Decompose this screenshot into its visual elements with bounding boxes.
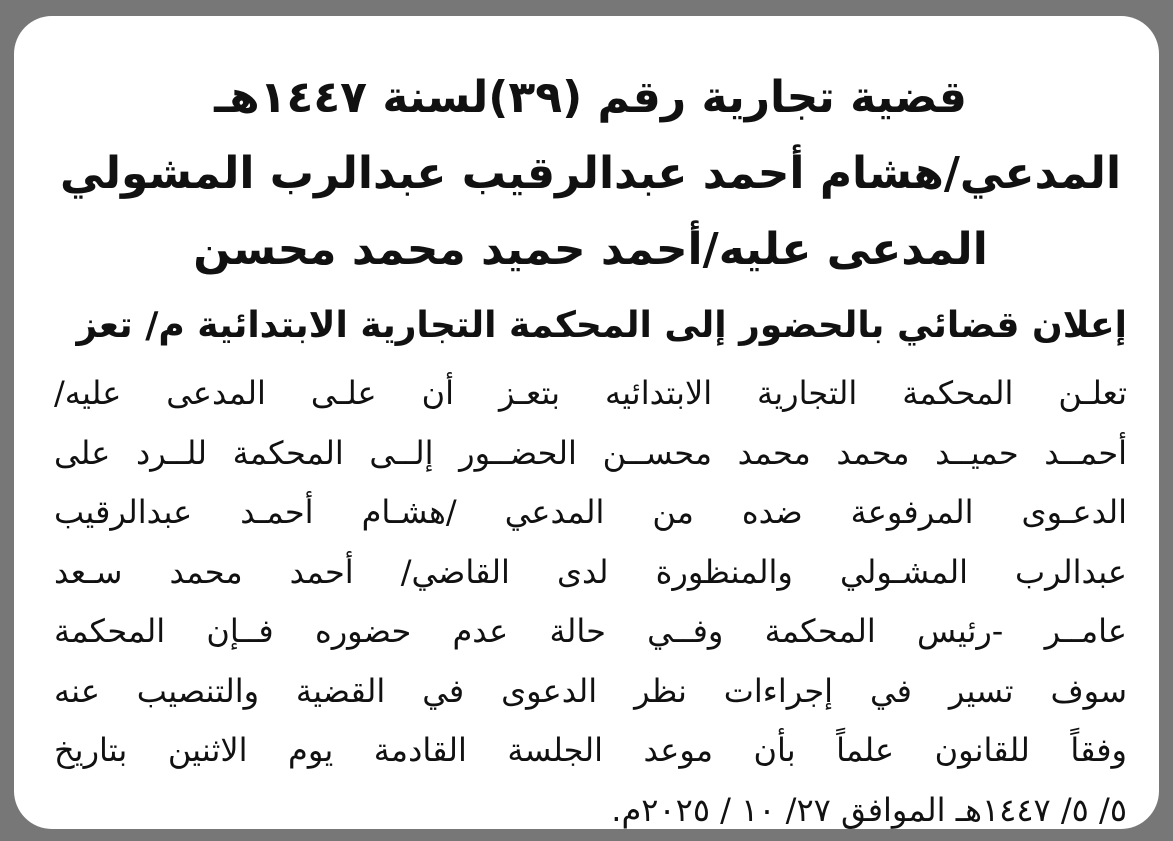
body-line: سوف تسير في إجراءات نظر الدعوى في القضية والتنصيب عنه bbox=[54, 671, 1127, 710]
body-line: ٥/ ٥/ ١٤٤٧هـ الموافق ٢٧/ ١٠ / ٢٠٢٥م. bbox=[611, 790, 1127, 829]
body-line: الدعـوى المرفوعة ضده من المدعي /هشـام أحمـد عبدالرقيب bbox=[54, 493, 1127, 531]
announcement-title: إعلان قضائي بالحضور إلى المحكمة التجارية الابتدائية م/ تعز bbox=[76, 305, 1127, 346]
body-line: تعلـن المحكمة التجارية الابتدائيه بتعـز أن علـى المدعى عليه/ bbox=[54, 374, 1127, 412]
body-line: عامــر -رئيس المحكمة وفــي حالة عدم حضوره فــإن المحكمة bbox=[54, 612, 1127, 650]
notice-body bbox=[54, 364, 1127, 840]
notice-card bbox=[14, 16, 1159, 829]
defendant-line: المدعى عليه/أحمد حميد محمد محسن bbox=[193, 224, 988, 275]
body-line: عبدالرب المشـولي والمنظورة لدى القاضي/ أحمد محمد سـعد bbox=[54, 552, 1127, 591]
body-line: وفقاً للقانون علماً بأن موعد الجلسة القادمة يوم الاثنين بتاريخ bbox=[54, 731, 1127, 769]
notice-content bbox=[54, 60, 1127, 840]
plaintiff-line: المدعي/هشام أحمد عبدالرقيب عبدالرب المشولي bbox=[59, 148, 1122, 199]
case-title: قضية تجارية رقم (٣٩)لسنة ١٤٤٧هـ bbox=[214, 72, 967, 123]
body-line: أحمــد حميــد محمد محمد محســن الحضــور إلــى المحكمة للــرد على bbox=[54, 433, 1127, 472]
